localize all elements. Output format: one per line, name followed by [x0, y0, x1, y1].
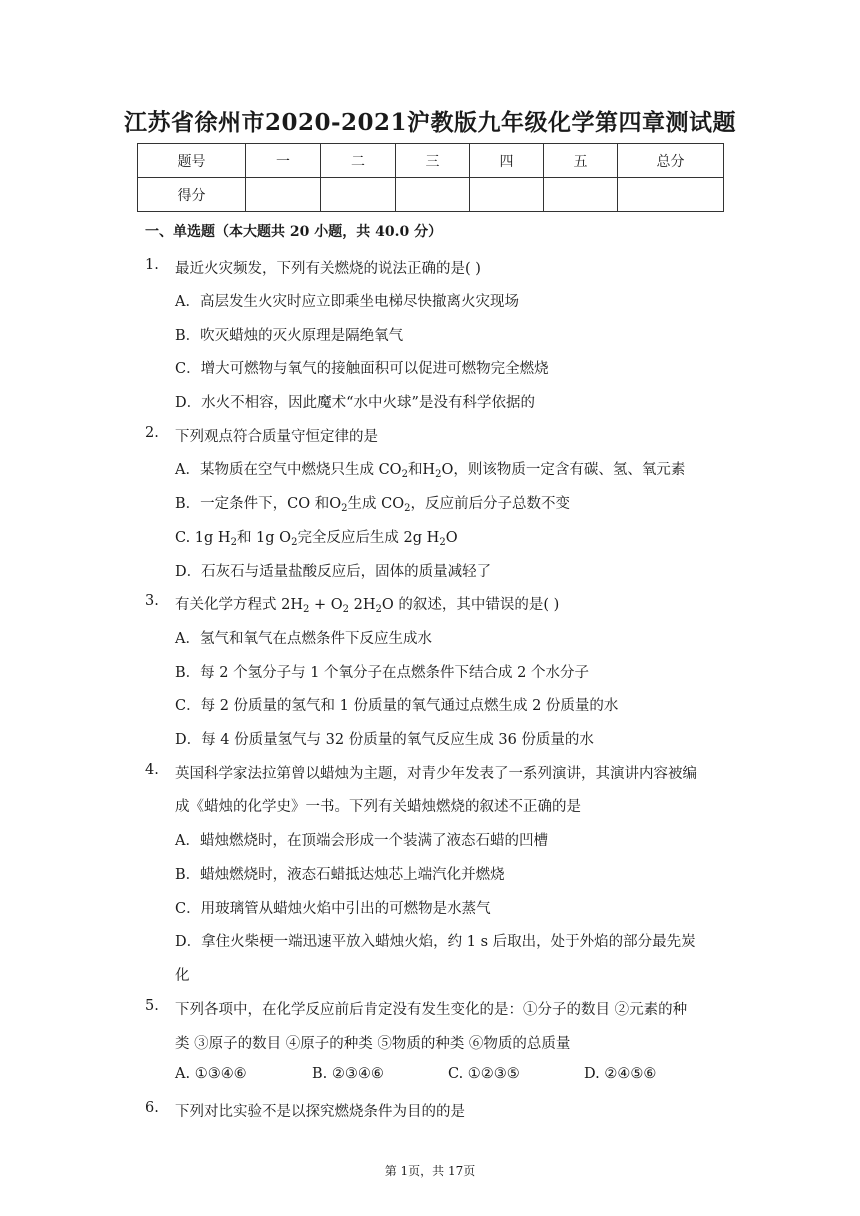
score-cell	[470, 178, 544, 212]
option-d-continued: 化	[175, 968, 190, 984]
score-table	[137, 143, 724, 212]
question-stem: 下列对比实验不是以探究燃烧条件为目的的是	[175, 1104, 465, 1120]
option-text: ，反应前后分子总数不变	[410, 496, 570, 512]
stem-text: 2H	[349, 597, 376, 613]
question-stem-continued: 成《蜡烛的化学史》一书。下列有关蜡烛燃烧的叙述不正确的是	[175, 799, 581, 815]
option-text: A．某物质在空气中燃烧只生成 CO	[175, 462, 402, 478]
score-header-cell: 五	[544, 144, 618, 178]
page-footer: 第 1页，共 17页	[384, 1164, 476, 1178]
question-number: 3.	[145, 593, 159, 609]
question-stem: 最近火灾频发，下列有关燃烧的说法正确的是( )	[175, 261, 481, 277]
option-c: C. ①②③⑤	[448, 1066, 520, 1082]
question-stem-continued: 类 ③原子的数目 ④原子的种类 ⑤物质的种类 ⑥物质的总质量	[175, 1036, 571, 1052]
option-d: D．每 4 份质量氢气与 32 份质量的氧气反应生成 36 份质量的水	[175, 732, 594, 748]
question-stem: 英国科学家法拉第曾以蜡烛为主题，对青少年发表了一系列演讲，其演讲内容被编	[175, 766, 697, 782]
question-number: 1.	[145, 257, 159, 273]
stem-text: 有关化学方程式 2H	[175, 597, 303, 613]
question-stem: 下列各项中，在化学反应前后肯定没有发生变化的是：①分子的数目 ②元素的种	[175, 1002, 688, 1018]
score-cell	[396, 178, 470, 212]
score-cell	[246, 178, 321, 212]
question-number: 5.	[145, 998, 159, 1014]
option-b: B. ②③④⑥	[312, 1066, 384, 1082]
option-d: D. ②④⑤⑥	[584, 1066, 657, 1082]
score-header-cell: 三	[396, 144, 470, 178]
option-text: C. 1g H	[175, 530, 231, 546]
option-text: 完全反应后生成 2g H	[297, 530, 440, 546]
option-c: C．增大可燃物与氧气的接触面积可以促进可燃物完全燃烧	[175, 361, 549, 377]
option-a: A．蜡烛燃烧时，在顶端会形成一个装满了液态石蜡的凹槽	[175, 833, 548, 849]
section-heading: 一、单选题（本大题共 20 小题，共 40.0 分）	[145, 224, 443, 240]
score-header-cell: 二	[321, 144, 396, 178]
score-header-cell: 一	[246, 144, 321, 178]
option-text: 和 1g O	[236, 530, 292, 546]
option-b: B．一定条件下，CO 和$O_2$生成 $CO_2$，反应前后分子总数不变	[175, 496, 570, 514]
question-number: 2.	[145, 425, 159, 441]
option-a: A．高层发生火灾时应立即乘坐电梯尽快撤离火灾现场	[175, 294, 519, 310]
page-title: 江苏省徐州市2020-2021沪教版九年级化学第四章测试题	[123, 109, 737, 136]
question-number: 6.	[145, 1100, 159, 1116]
option-text: 和H	[407, 462, 436, 478]
option-c: C. 1g $H_2$和 1g $O_2$完全反应后生成 2g $H_2O$	[175, 530, 458, 548]
option-d: D．水火不相容，因此魔术“水中火球”是没有科学依据的	[175, 395, 535, 411]
option-text: O，则该物质一定含有碳、氢、氧元素	[441, 462, 686, 478]
stem-text: + O	[309, 597, 343, 613]
option-text: B．一定条件下，CO 和O	[175, 496, 342, 512]
score-header-cell: 四	[470, 144, 544, 178]
option-d: D．石灰石与适量盐酸反应后，固体的质量减轻了	[175, 564, 492, 580]
option-d: D．拿住火柴梗一端迅速平放入蜡烛火焰，约 1 s 后取出，处于外焰的部分最先炭	[175, 934, 696, 950]
question-stem: 有关化学方程式 $2H_2 + O_2$ $2H_2O$ 的叙述，其中错误的是( )	[175, 597, 560, 615]
score-header-cell: 总分	[618, 144, 724, 178]
option-text: O	[445, 530, 458, 546]
score-header-cell: 题号	[138, 144, 246, 178]
option-a: A. ①③④⑥	[175, 1066, 247, 1082]
score-table-header-row	[138, 144, 724, 178]
option-text: 生成 CO	[347, 496, 405, 512]
score-row-label: 得分	[138, 178, 246, 212]
option-c: C．每 2 份质量的氢气和 1 份质量的氧气通过点燃生成 2 份质量的水	[175, 698, 619, 714]
question-number: 4.	[145, 762, 159, 778]
score-cell	[321, 178, 396, 212]
question-stem: 下列观点符合质量守恒定律的是	[175, 429, 378, 445]
option-a: A．氢气和氧气在点燃条件下反应生成水	[175, 631, 432, 647]
option-b: B．蜡烛燃烧时，液态石蜡抵达烛芯上端汽化并燃烧	[175, 867, 505, 883]
option-b: B．吹灭蜡烛的灭火原理是隔绝氧气	[175, 328, 404, 344]
score-cell	[618, 178, 724, 212]
stem-text: O 的叙述，其中错误的是( )	[381, 597, 560, 613]
option-a: A．某物质在空气中燃烧只生成 $CO_2$和$H_2O$，则该物质一定含有碳、氢、氧元素	[175, 462, 686, 480]
option-b: B．每 2 个氢分子与 1 个氧分子在点燃条件下结合成 2 个水分子	[175, 665, 589, 681]
score-cell	[544, 178, 618, 212]
score-table-score-row	[138, 178, 724, 212]
option-c: C．用玻璃管从蜡烛火焰中引出的可燃物是水蒸气	[175, 901, 491, 917]
